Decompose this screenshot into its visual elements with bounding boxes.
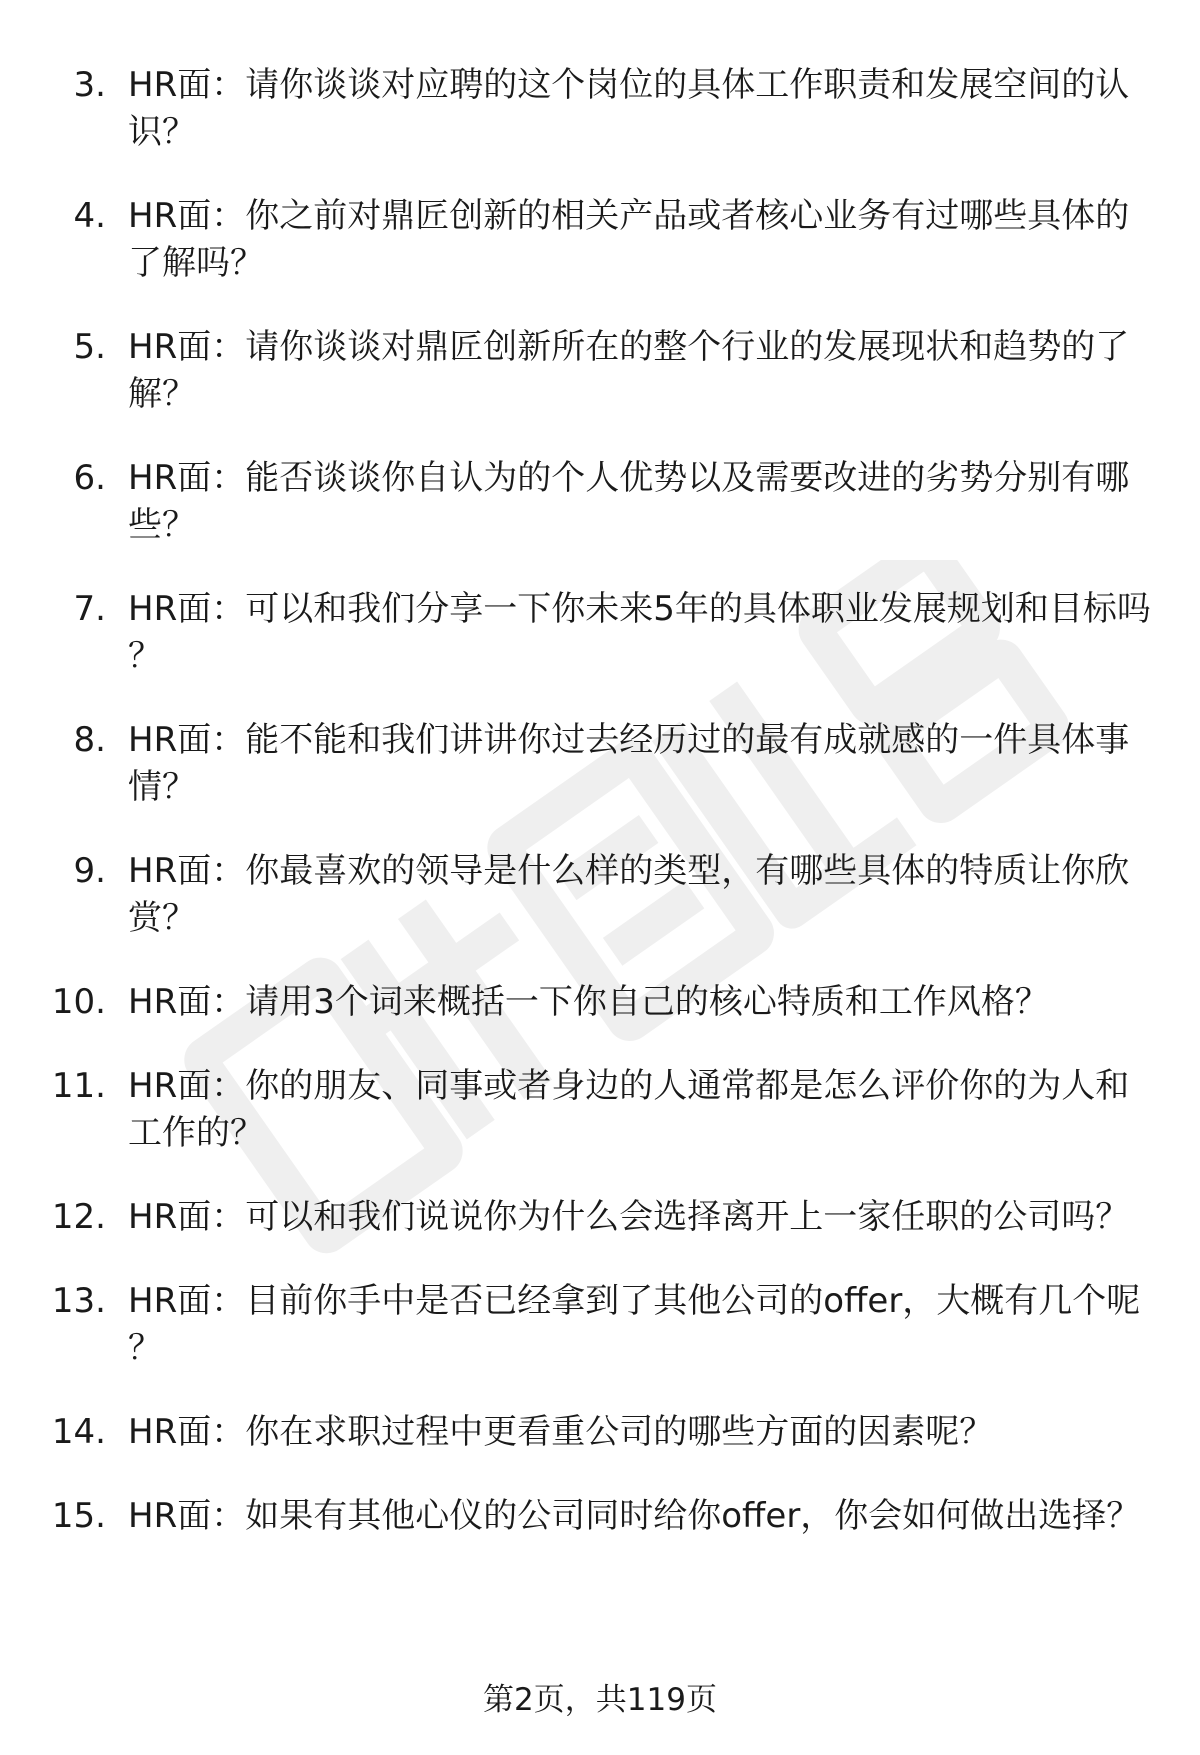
question-text: HR面：你之前对鼎匠创新的相关产品或者核心业务有过哪些具体的了解吗？ [128,196,1130,283]
list-item [0,848,1200,942]
question-text: HR面：可以和我们分享一下你未来5年的具体职业发展规划和目标吗？ [128,589,1151,676]
question-text: HR面：请你谈谈对鼎匠创新所在的整个行业的发展现状和趋势的了解？ [128,327,1130,414]
question-number: 6. [73,458,106,498]
question-number: 4. [73,196,106,236]
list-item [0,193,1200,287]
question-number: 11. [51,1066,106,1106]
question-number: 3. [73,65,106,105]
question-text: HR面：你最喜欢的领导是什么样的类型，有哪些具体的特质让你欣赏？ [128,851,1130,938]
question-number: 5. [73,327,106,367]
list-item [0,324,1200,418]
question-text: HR面：请用3个词来概括一下你自己的核心特质和工作风格？ [128,982,1049,1022]
list-item [0,1493,1200,1540]
question-number: 13. [51,1281,106,1321]
question-text: HR面：能否谈谈你自认为的个人优势以及需要改进的劣势分别有哪些？ [128,458,1130,545]
question-text: HR面：你在求职过程中更看重公司的哪些方面的因素呢？ [128,1412,994,1452]
question-number: 12. [51,1197,106,1237]
question-number: 10. [51,982,106,1022]
question-list [0,62,1200,1577]
list-item [0,455,1200,549]
list-item [0,586,1200,680]
list-item [0,1278,1200,1372]
list-item [0,1194,1200,1241]
question-text: HR面：可以和我们说说你为什么会选择离开上一家任职的公司吗？ [128,1197,1130,1237]
question-text: HR面：能不能和我们讲讲你过去经历过的最有成就感的一件具体事情？ [128,720,1130,807]
list-item [0,1409,1200,1456]
question-number: 7. [73,589,106,629]
list-item [0,717,1200,811]
question-text: HR面：如果有其他心仪的公司同时给你offer，你会如何做出选择？ [128,1496,1141,1536]
question-number: 15. [51,1496,106,1536]
page-number-footer: 第2页，共119页 [483,1682,717,1718]
question-text: HR面：请你谈谈对应聘的这个岗位的具体工作职责和发展空间的认识？ [128,65,1130,152]
question-text: HR面：你的朋友、同事或者身边的人通常都是怎么评价你的为人和工作的？ [128,1066,1130,1153]
list-item [0,1063,1200,1157]
list-item [0,979,1200,1026]
question-number: 14. [51,1412,106,1452]
question-text: HR面：目前你手中是否已经拿到了其他公司的offer，大概有几个呢？ [128,1281,1141,1368]
question-number: 8. [73,720,106,760]
list-item [0,62,1200,156]
question-number: 9. [73,851,106,891]
